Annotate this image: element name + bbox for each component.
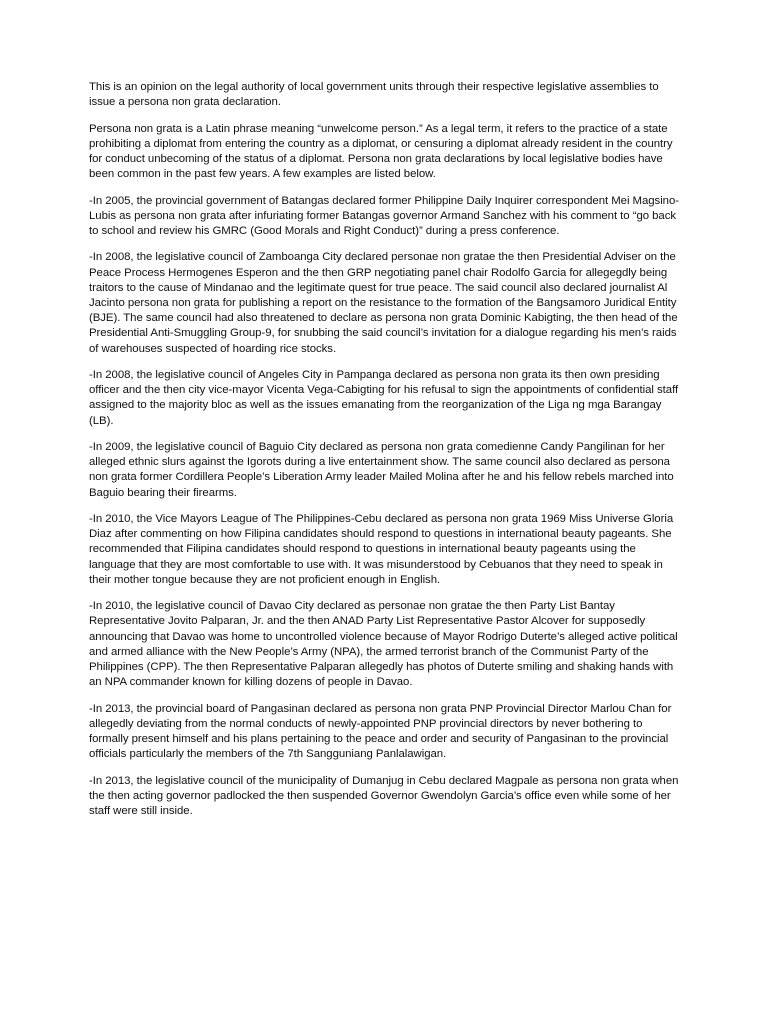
document-body — [89, 80, 683, 830]
example-paragraph-baguio-2009: -In 2009, the legislative council of Baguio City declared as persona non grata comedienne Candy Pangilinan for her alleged ethnic slurs against the Igorots during a live entertainment show. The same council also declared as persona non grata former Cordillera People’s Liberation Army leader Mailed Molina after he and his fellow rebels marched into Baguio bearing their firearms. — [89, 441, 674, 499]
example-paragraph-pangasinan-2013: -In 2013, the provincial board of Pangasinan declared as persona non grata PNP Provincial Director Marlou Chan for allegedly deviating from the normal conducts of newly-appointed PNP provincial directors by never bothering to formally present himself and his plans pertaining to the peace and order and security of Pangasinan to the provincial officials particularly the members of the 7th Sangguniang Panlalawigan. — [89, 702, 672, 761]
example-paragraph-zamboanga-2008: -In 2008, the legislative council of Zamboanga City declared personae non gratae the then Presidential Adviser on the Peace Process Hermogenes Esperon and the then GRP negotiating panel chair Rodolfo Garcia for allegegdly being traitors to the cause of Mindanao and the legitimate quest for true peace. The said council also declared journalist Al Jacinto persona non grata for publishing a report on the resistance to the formation of the Bangsamoro Juridical Entity (BJE). The same council had also threatened to declare as persona non grata Dominic Kabigting, the then head of the Presidential Anti-Smuggling Group-9, for snubbing the said council’s invitation for a dialogue regarding his men’s raids of warehouses suspected of hoarding rice stocks. — [89, 251, 678, 355]
example-paragraph-batangas-2005: -In 2005, the provincial government of Batangas declared former Philippine Daily Inquirer correspondent Mei Magsino-Lubis as persona non grata after infuriating former Batangas governor Armand Sanchez with his comment to “go back to school and review his GMRC (Good Morals and Right Conduct)” during a press conference. — [89, 194, 679, 237]
definition-paragraph: Persona non grata is a Latin phrase meaning “unwelcome person.” As a legal term, it refers to the practice of a state prohibiting a diplomat from entering the country as a diplomat, or censuring a diplomat already resident in the country for conduct unbecoming of the status of a diplomat. Persona non grata declarations by local legislative bodies have been common in the past few years. A few examples are listed below. — [89, 122, 673, 181]
example-paragraph-cebu-2010: -In 2010, the Vice Mayors League of The Philippines-Cebu declared as persona non grata 1969 Miss Universe Gloria Diaz after commenting on how Filipina candidates should respond to questions in international beauty pageants. She recommended that Filipina candidates should respond to questions in international beauty pageants using the language that they are most comfortable to use with. It was misunderstood by Cebuanos that they need to speak in their mother tongue because they are not proficient enough in English. — [89, 513, 674, 586]
example-paragraph-dumanjug-2013: -In 2013, the legislative council of the municipality of Dumanjug in Cebu declared Magpale as persona non grata when the then acting governor padlocked the then suspended Governor Gwendolyn Garcia’s office even while some of her staff were still inside. — [89, 774, 679, 818]
example-paragraph-angeles-2008: -In 2008, the legislative council of Angeles City in Pampanga declared as persona non grata its then own presiding officer and the then city vice-mayor Vicenta Vega-Cabigting for his refusal to sign the appointments of confidential staff assigned to the majority bloc as well as the issues emanating from the reorganization of the Liga ng mga Barangay (LB). — [89, 369, 679, 427]
example-paragraph-davao-2010: -In 2010, the legislative council of Davao City declared as personae non gratae the then Party List Bantay Representative Jovito Palparan, Jr. and the then ANAD Party List Representative Pastor Alcover for supposedly announcing that Davao was home to uncontrolled violence because of Mayor Rodrigo Duterte’s alleged active political and armed alliance with the New People’s Army (NPA), the armed terrorist branch of the Communist Party of the Philippines (CPP). The then Representative Palparan allegedly has photos of Duterte smiling and shaking hands with an NPA commander known for killing dozens of people in Davao. — [89, 600, 678, 689]
intro-paragraph: This is an opinion on the legal authority of local government units through their respective legislative assemblies to issue a persona non grata declaration. — [89, 81, 659, 109]
